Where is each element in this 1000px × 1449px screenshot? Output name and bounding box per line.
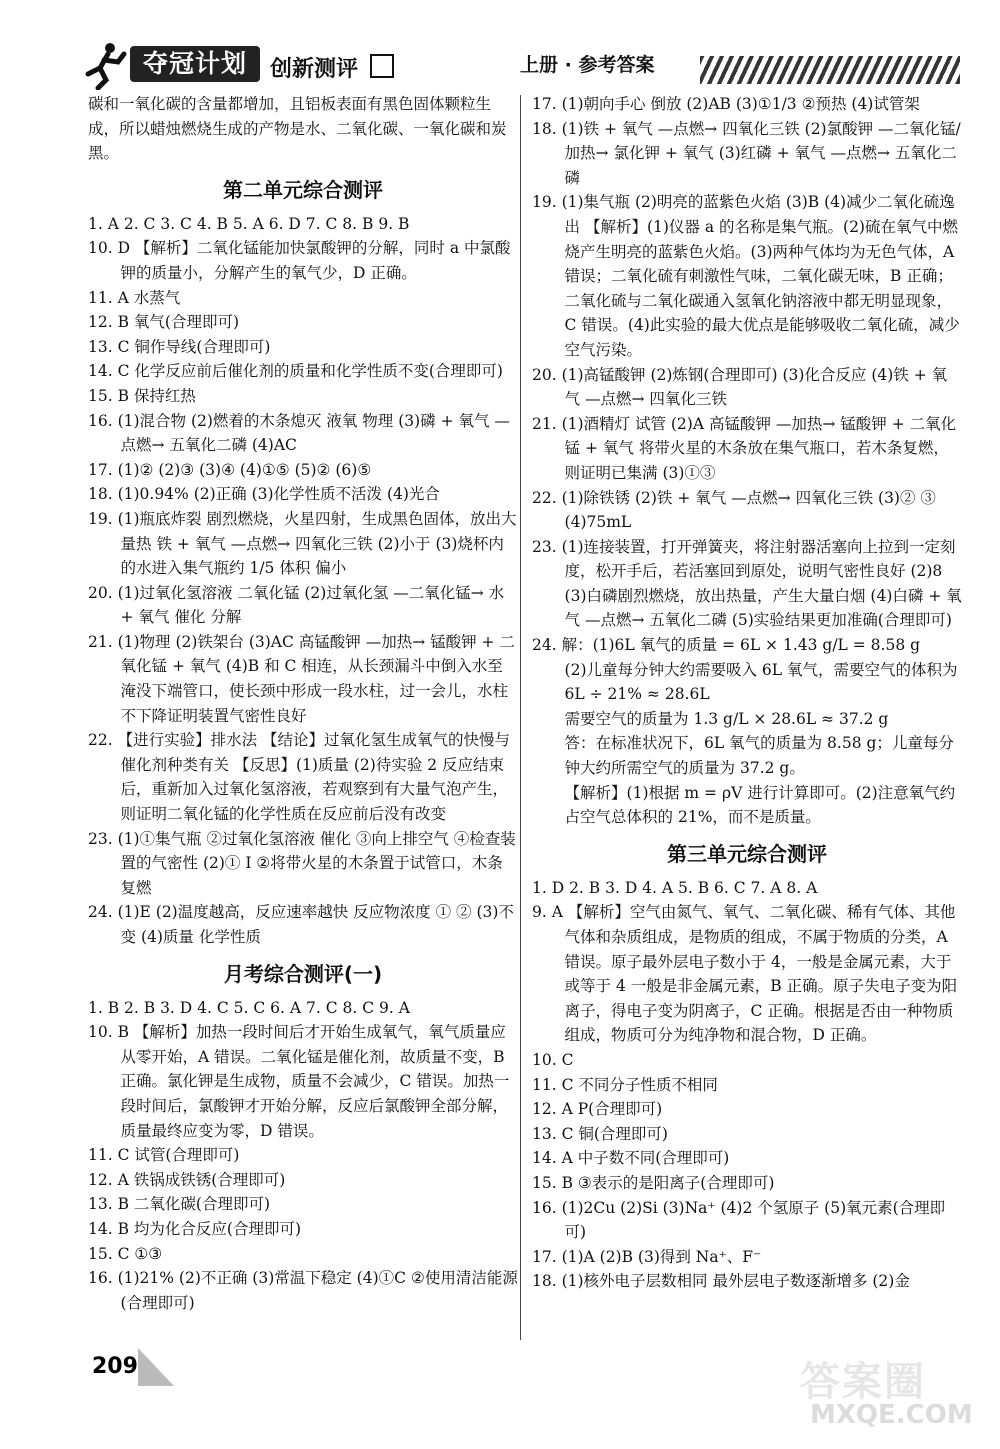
answer-item: 18. (1)核外电子层数相同 最外层电子数逐渐增多 (2)金 [532,1272,910,1291]
answer-item: 20. (1)高锰酸钾 (2)炼钢(合理即可) (3)化合反应 (4)铁 + 氧气 —点燃→ 四氧化三铁 [532,365,948,409]
watermark [790,1350,980,1440]
answer-item: 10. C [532,1050,574,1069]
answer-item: 16. (1)21% (2)不正确 (3)常温下稳定 (4)①C ②使用清洁能源(合理即可) [88,1269,518,1312]
answer-item: 22. (1)除铁锈 (2)铁 + 氧气 —点燃→ 四氧化三铁 (3)② ③ (4)75mL [532,488,936,532]
edit-icon [370,54,394,78]
answer-item: 17. (1)A (2)B (3)得到 Na⁺、F⁻ [532,1247,762,1266]
section-title: 第二单元综合测评 [223,177,383,202]
header-stripes [700,56,960,84]
answer-continuation: 【解析】(1)根据 m = ρV 进行计算即可。(2)注意氧气约占空气总体积的 21%，而不是质量。 [564,783,956,827]
answer-item: 18. (1)0.94% (2)正确 (3)化学性质不活泼 (4)光合 [88,485,440,504]
answer-item: 23. (1)①集气瓶 ②过氧化氢溶液 催化 ③向上排空气 ④检查装置的气密性 (2)① Ⅰ ②将带火星的木条置于试管口，木条复燃 [88,829,516,897]
answer-item: 23. (1)连接装置，打开弹簧夹，将注射器活塞向上拉到一定刻度，松开手后，若活塞回到原处，说明气密性良好 (2)8 (3)白磷剧烈燃烧，放出热量，产生大量白烟 (4)白磷 + 氧气 —点燃→ 五氧化二磷 (5)实验结果更加准确(合理即可) [532,537,962,630]
answer-item: 11. C 试管(合理即可) [88,1146,240,1165]
answer-continuation: (2)儿童每分钟大约需要吸入 6L 氧气，需要空气的体积为 6L ÷ 21% ≈ 28.6L [564,660,958,704]
answer-item: 19. (1)集气瓶 (2)明亮的蓝紫色火焰 (3)B (4)减少二氧化硫逸出 【解析】(1)仪器 a 的名称是集气瓶。(2)硫在氧气中燃烧产生明亮的蓝紫色火焰。(3)两种气体均为无色气体，A 错误；二氧化硫有刺激性气味，二氧化碳无味，B 正确；二氧化硫与二氧化碳通入氢氧化钠溶液中都无明显现象，C 错误。(4)此实验的最大优点是能够吸收二氧化硫，减少空气污染。 [532,193,960,359]
page-header [80,40,960,90]
answer-item: 13. B 二氧化碳(合理即可) [88,1195,270,1214]
answer-continuation: 碳和一氧化碳的含量都增加，且铝板表面有黑色固体颗粒生成，所以蜡烛燃烧生成的产物是水、二氧化碳、一氧化碳和炭黑。 [88,95,507,163]
answer-item: 16. (1)混合物 (2)燃着的木条熄灭 液氧 物理 (3)磷 + 氧气 —点燃→ 五氧化二磷 (4)AC [88,411,510,455]
answer-item: 16. (1)2Cu (2)Si (3)Na⁺ (4)2 个氢原子 (5)氧元素(合理即可) [532,1198,946,1242]
section-title: 月考综合测评(一) [223,961,383,986]
answer-item: 13. C 铜(合理即可) [532,1124,668,1143]
answer-item: 1. D 2. B 3. D 4. A 5. B 6. C 7. A 8. A [532,878,818,897]
answer-continuation: 需要空气的质量为 1.3 g/L × 28.6L ≈ 37.2 g [564,709,889,728]
section-title: 第三单元综合测评 [667,841,827,866]
answer-item: 24. 解：(1)6L 氧气的质量 = 6L × 1.43 g/L = 8.58 g [532,636,921,655]
answer-item: 24. (1)E (2)温度越高，反应速率越快 反应物浓度 ① ② (3)不变 (4)质量 化学性质 [88,903,514,946]
watermark-url: MXQE.COM [810,1400,973,1430]
answer-item: 1. A 2. C 3. C 4. B 5. A 6. D 7. C 8. B 9. B [88,214,410,233]
watermark-main: 答案圈 [800,1359,926,1405]
answer-item: 10. D 【解析】二氧化锰能加快氯酸钾的分解，同时 a 中氯酸钾的质量小，分解产生的氧气少，D 正确。 [88,239,511,282]
answer-item: 11. C 不同分子性质不相同 [532,1075,718,1094]
answer-item: 10. B 【解析】加热一段时间后才开始生成氧气，氧气质量应从零开始，A 错误。二氧化锰是催化剂，故质量不变，B 正确。氯化钾是生成物，质量不会减少，C 错误。加热一段时间后，氯酸钾才开始分解，反应后氯酸钾全部分解，质量最终应变为零，D 错误。 [88,1023,510,1140]
answer-item: 21. (1)酒精灯 试管 (2)A 高锰酸钾 —加热→ 锰酸钾 + 二氧化锰 + 氧气 将带火星的木条放在集气瓶口，若木条复燃，则证明已集满 (3)①③ [532,414,957,482]
answer-item: 20. (1)过氧化氢溶液 二氧化锰 (2)过氧化氢 —二氧化锰→ 水 + 氧气 催化 分解 [88,583,505,627]
answer-item: 18. (1)铁 + 氧气 —点燃→ 四氧化三铁 (2)氯酸钾 —二氧化锰/加热→ 氯化钾 + 氧气 (3)红磷 + 氧气 —点燃→ 五氧化二磷 [532,119,961,187]
answer-item: 19. (1)瓶底炸裂 剧烈燃烧，火星四射，生成黑色固体，放出大量热 铁 + 氧气 —点燃→ 四氧化三铁 (2)小于 (3)烧杯内的水进入集气瓶约 1/5 体积 偏小 [88,509,517,578]
answer-item: 22. 【进行实验】排水法 【结论】过氧化氢生成氧气的快慢与催化剂种类有关 【反思】(1)质量 (2)待实验 2 反应结束后，重新加入过氧化氢溶液，若观察到有大量气泡产生，则证明二氧化锰的化学性质在反应前后没有改变 [88,731,511,824]
header-title: 上册 · 参考答案 [520,54,655,76]
answer-item: 15. B 保持红热 [88,386,196,405]
runner-logo-icon [80,40,130,90]
brand-logo: 夺冠计划 [130,46,260,82]
answer-item: 13. C 铜作导线(合理即可) [88,337,271,356]
page-number: 209 [88,1348,178,1388]
answer-item: 15. B ③表示的是阳离子(合理即可) [532,1173,775,1192]
answer-item: 17. (1)② (2)③ (3)④ (4)①⑤ (5)② (6)⑤ [88,460,372,479]
answer-continuation: 答：在标准状况下，6L 氧气的质量为 8.58 g；儿童每分钟大约所需空气的质量为 37.2 g。 [564,734,954,778]
answer-item: 14. C 化学反应前后催化剂的质量和化学性质不变(合理即可) [88,362,503,381]
answer-item: 12. A 铁锅成铁锈(合理即可) [88,1170,286,1189]
answer-item: 12. B 氧气(合理即可) [88,313,239,332]
answer-item: 21. (1)物理 (2)铁架台 (3)AC 高锰酸钾 —加热→ 锰酸钾 + 二氧化锰 + 氧气 (4)B 和 C 相连，从长颈漏斗中倒入水至淹没下端管口，使长颈中形成一段水柱，过一会儿，水柱不下降证明装置气密性良好 [88,632,515,725]
page-number-decoration [138,1348,174,1386]
brand-subtitle: 创新测评 [270,57,359,82]
answer-item: 12. A P(合理即可) [532,1100,663,1119]
answer-item: 11. A 水蒸气 [88,288,181,307]
answer-item: 17. (1)朝向手心 倒放 (2)AB (3)①1/3 ②预热 (4)试管架 [532,95,920,113]
column-divider [520,95,521,1340]
answer-item: 1. B 2. B 3. D 4. C 5. C 6. A 7. C 8. C 9. A [88,998,410,1017]
answer-item: 14. B 均为化合反应(合理即可) [88,1219,301,1238]
left-column [88,92,518,1315]
answer-item: 15. C ①③ [88,1244,163,1263]
right-column [532,92,962,1294]
answer-item: 14. A 中子数不同(合理即可) [532,1149,730,1168]
answer-item: 9. A 【解析】空气由氮气、氧气、二氧化碳、稀有气体、其他气体和杂质组成，是物质的组成，不属于物质的分类，A 错误。原子最外层电子数小于 4，一般是金属元素，大于或等于 4 一般是非金属元素，B 正确。原子失电子变为阳离子，得电子变为阴离子，C 正确。根据是否由一种物质组成，物质可分为纯净物和混合物，D 正确。 [532,903,958,1045]
